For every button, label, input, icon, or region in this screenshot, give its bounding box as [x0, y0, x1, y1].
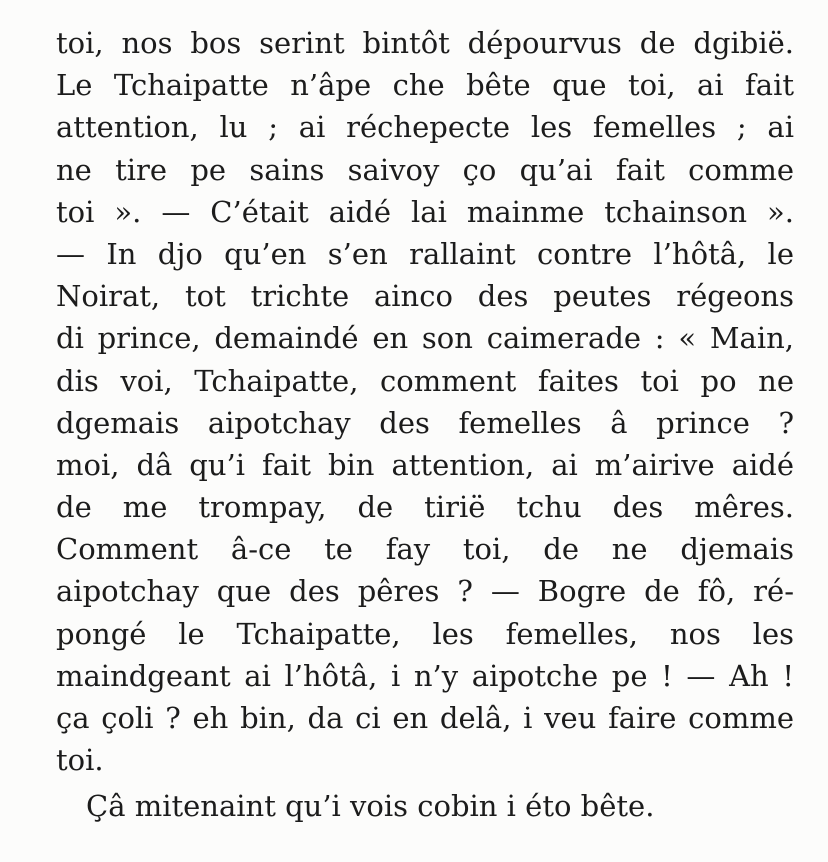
- text-line: Noirat, tot trichte ainco des peutes régeons: [56, 279, 794, 314]
- text-line: Comment â-ce te fay toi, de ne djemais: [56, 532, 794, 567]
- text-line: ça çoli ? eh bin, da ci en delâ, i veu faire comme: [56, 701, 794, 735]
- final-paragraph: Çâ mitenaint qu’i vois cobin i éto bête.: [86, 789, 655, 824]
- text-line: moi, dâ qu’i fait bin attention, ai m’airive aidé: [56, 447, 794, 482]
- text-line: toi ». — C’était aidé lai mainme tchainson ».: [56, 194, 794, 229]
- text-line: ne tire pe sains saivoy ço qu’ai fait comme: [56, 152, 794, 187]
- text-line: toi, nos bos serint bintôt dépourvus de dgibië.: [56, 26, 794, 60]
- text-line: toi.: [56, 743, 104, 778]
- text-line: Le Tchaipatte n’âpe che bête que toi, ai fait: [56, 68, 794, 103]
- text-line: aipotchay que des pêres ? — Bogre de fô, ré-: [56, 574, 794, 609]
- text-line: — In djo qu’en s’en rallaint contre l’hôtâ, le: [56, 236, 794, 271]
- text-line: pongé le Tchaipatte, les femelles, nos les: [56, 616, 794, 651]
- body-text: [56, 22, 794, 828]
- text-line: de me trompay, de tirië tchu des mêres.: [56, 490, 794, 525]
- text-line: dgemais aipotchay des femelles â prince ?: [56, 405, 794, 440]
- text-line: dis voi, Tchaipatte, comment faites toi po ne: [56, 363, 794, 398]
- text-line: di prince, demaindé en son caimerade : « Main,: [56, 321, 794, 356]
- text-line: attention, lu ; ai réchepecte les femelles ; ai: [56, 110, 794, 145]
- text-line: maindgeant ai l’hôtâ, i n’y aipotche pe ! — Ah !: [56, 658, 794, 693]
